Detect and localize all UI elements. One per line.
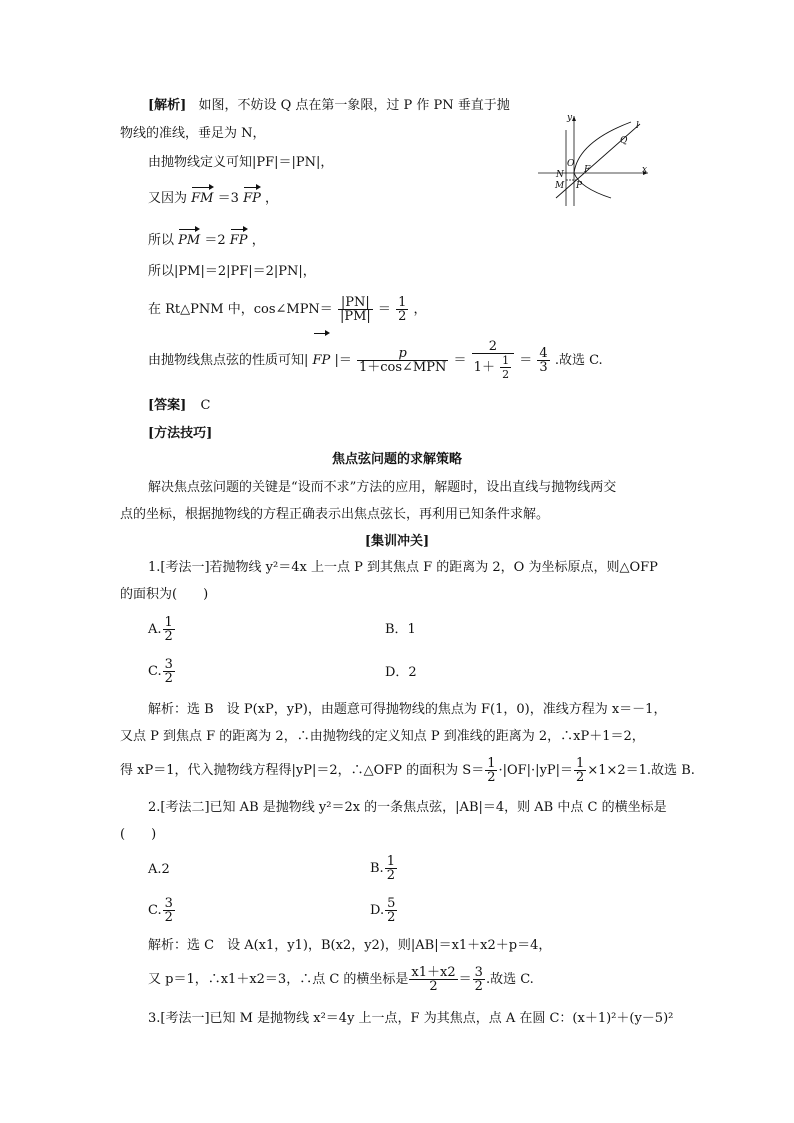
y-axis-arrow (572, 116, 576, 121)
q2-option-b: B. $\frac{1}{2}$ (370, 854, 395, 883)
analysis-step3: 所以 PM ＝2 FP ， (148, 228, 265, 250)
answer-tag: [答案] (148, 398, 187, 413)
q2-option-c: C. $\frac{3}{2}$ (148, 896, 173, 925)
method-tag: [方法技巧] (148, 426, 213, 441)
q1-solution-line1: 解析：选 B 设 P(xP，yP)，由题意可得抛物线的焦点为 F(1，0)，准线方程为 x＝－1， (148, 702, 667, 717)
vector-fm: FM (191, 186, 213, 208)
fraction-pn-pm: $\frac{|PN|}{|PM|}$ (339, 295, 371, 324)
q1-option-a: A. $\frac{1}{2}$ (148, 615, 173, 644)
fraction-one-half: $\frac{1}{2}$ (398, 295, 407, 324)
label-y: y (567, 113, 573, 123)
analysis-step5: 在 Rt△PNM 中，cos∠MPN＝ $\frac{|PN|}{|PM|}$ ＝ $\frac{1}{2}$ ， (148, 295, 427, 324)
label-o: O (567, 159, 575, 169)
fraction-four-thirds: $\frac{4}{3}$ (539, 346, 548, 375)
label-f: F (584, 165, 591, 175)
label-n: N (556, 170, 564, 180)
vector-fp: FP (243, 186, 261, 208)
fraction-two-over-one-plus-half: 2 1＋ $\frac{1}{2}$ (472, 340, 514, 381)
fraction-focal-formula: $\frac{p}{\text{1＋cos∠MPN}}$ (358, 346, 447, 375)
q1-option-c: C. $\frac{3}{2}$ (148, 657, 173, 686)
vector-pf: FP (313, 332, 331, 386)
q2-option-d: D. $\frac{5}{2}$ (370, 896, 396, 925)
q1-solution-line3: 得 xP＝1，代入抛物线方程得|yP|＝2，∴△OFP 的面积为 S＝ $\frac{1}{2}$ ·|OF|·|yP|＝ $\frac{1}{2}$ ×1×2＝1.故选 B. (120, 756, 695, 785)
answer-line (148, 397, 210, 415)
label-x: x (642, 165, 648, 175)
analysis-step2: 又因为 FM ＝3 FP ， (148, 186, 278, 208)
method-title: 焦点弦问题的求解策略 (331, 452, 462, 467)
label-m: M (555, 181, 565, 191)
vector-fp-2: FP (230, 228, 248, 250)
q1-solution-line2: 又点 P 到焦点 F 的距离为 2，∴由抛物线的定义知点 P 到准线的距离为 2，∴xP＋1＝2， (120, 729, 645, 744)
analysis-intro-line1 (148, 97, 510, 115)
analysis-tag: [解析] (148, 98, 187, 113)
q2-solution-line2: 又 p＝1，∴x1＋x2＝3，∴点 C 的横坐标是 $\frac{x1+x2}{2}$ ＝ $\frac{3}{2}$ .故选 C. (148, 965, 534, 994)
analysis-step6: 由抛物线焦点弦的性质可知| FP |＝ $\frac{p}{\text{1＋cos∠MPN}}$ ＝ 2 1＋ $\frac{1}{2}$ ＝ $\frac{4}{3}$ .故选 C. (148, 332, 603, 386)
fraction-inner-half: $\frac{1}{2}$ (502, 354, 510, 381)
analysis-step4: 所以|PM|＝2|PF|＝2|PN|， (148, 264, 316, 279)
practice-title: [集训冲关] (364, 534, 430, 549)
q2-option-a: A.2 (148, 862, 170, 877)
method-paragraph-line2: 点的坐标，根据抛物线的方程正确表示出焦点弦长，再利用已知条件求解。 (120, 507, 550, 522)
method-paragraph-line1: 解决焦点弦问题的关键是“设而不求”方法的应用，解题时，设出直线与抛物线两交 (148, 480, 617, 495)
label-l: l (636, 121, 639, 131)
q2-solution-line1: 解析：选 C 设 A(x1，y1)，B(x2，y2)，则|AB|＝x1＋x2＋p＝4， (148, 938, 552, 953)
label-q: Q (620, 136, 628, 146)
q1-stem-line1: 1.[考法一]若抛物线 y²＝4x 上一点 P 到其焦点 F 的距离为 2，O 为坐标原点，则△OFP (148, 560, 658, 575)
analysis-intro1: 如图，不妨设 Q 点在第一象限，过 P 作 PN 垂直于抛 (198, 98, 510, 113)
vector-pm: PM (178, 228, 200, 250)
label-p: P (576, 181, 583, 191)
q1-option-d: D．2 (385, 665, 417, 680)
parabola-figure (536, 110, 656, 210)
analysis-intro-line2: 物线的准线，垂足为 N， (120, 126, 266, 141)
q1-stem-line2: 的面积为( ) (120, 587, 209, 602)
answer-value: C (200, 398, 211, 413)
q1-option-b: B．1 (385, 622, 416, 637)
q2-stem-line2: ( ) (120, 827, 157, 842)
q2-stem-line1: 2.[考法二]已知 AB 是抛物线 y²＝2x 的一条焦点弦，|AB|＝4，则 AB 中点 C 的横坐标是 (148, 800, 667, 815)
q3-stem-line1: 3.[考法一]已知 M 是抛物线 x²＝4y 上一点，F 为其焦点，点 A 在圆 C：(x＋1)²＋(y－5)² (148, 1011, 674, 1026)
analysis-step1: 由抛物线定义可知|PF|＝|PN|， (148, 155, 334, 170)
parabola-upper-branch (574, 122, 631, 173)
